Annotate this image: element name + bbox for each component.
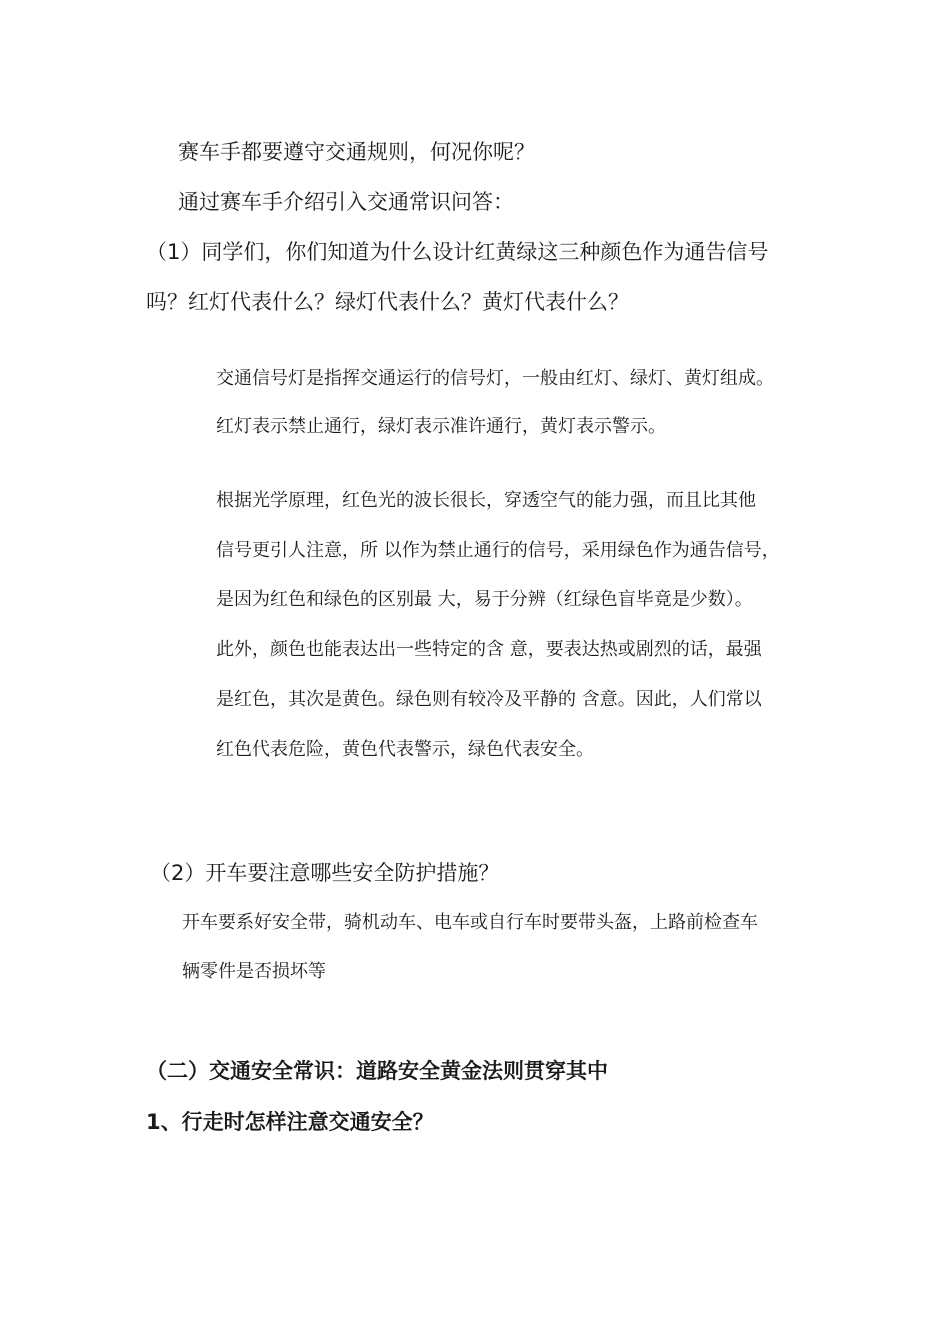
answer-1-line-7: 是红色，其次是黄色。绿色则有较冷及平静的 含意。因此，人们常以 — [216, 689, 762, 710]
intro-line-1: 赛车手都要遵守交通规则，何况你呢？ — [178, 140, 535, 164]
answer-1-line-1: 交通信号灯是指挥交通运行的信号灯，一般由红灯、绿灯、黄灯组成。 — [216, 368, 774, 389]
section-heading: （二）交通安全常识：道路安全黄金法则贯穿其中 — [146, 1059, 608, 1083]
answer-1-line-4: 信号更引人注意，所 以作为禁止通行的信号，采用绿色作为通告信号， — [216, 540, 780, 561]
question-2-line-1: （2）开车要注意哪些安全防护措施？ — [150, 861, 500, 885]
answer-1-line-8: 红色代表危险，黄色代表警示，绿色代表安全。 — [216, 739, 594, 760]
answer-1-line-6: 此外，颜色也能表达出一些特定的含 意，要表达热或剧烈的话，最强 — [216, 639, 762, 660]
intro-line-2: 通过赛车手介绍引入交通常识问答： — [178, 190, 514, 214]
subsection-heading: 1、行走时怎样注意交通安全？ — [146, 1110, 434, 1134]
answer-1-line-5: 是因为红色和绿色的区别最 大，易于分辨（红绿色盲毕竟是少数）。 — [216, 589, 753, 610]
answer-1-line-3: 根据光学原理，红色光的波长很长，穿透空气的能力强，而且比其他 — [216, 490, 756, 511]
question-1-line-1: （1）同学们，你们知道为什么设计红黄绿这三种颜色作为通告信号 — [146, 240, 769, 264]
answer-2-line-2: 辆零件是否损坏等 — [182, 961, 326, 982]
answer-1-line-2: 红灯表示禁止通行，绿灯表示准许通行，黄灯表示警示。 — [216, 416, 666, 437]
answer-2-line-1: 开车要系好安全带，骑机动车、电车或自行车时要带头盔，上路前检查车 — [182, 912, 758, 933]
question-1-line-2: 吗？红灯代表什么？绿灯代表什么？黄灯代表什么？ — [146, 290, 629, 314]
